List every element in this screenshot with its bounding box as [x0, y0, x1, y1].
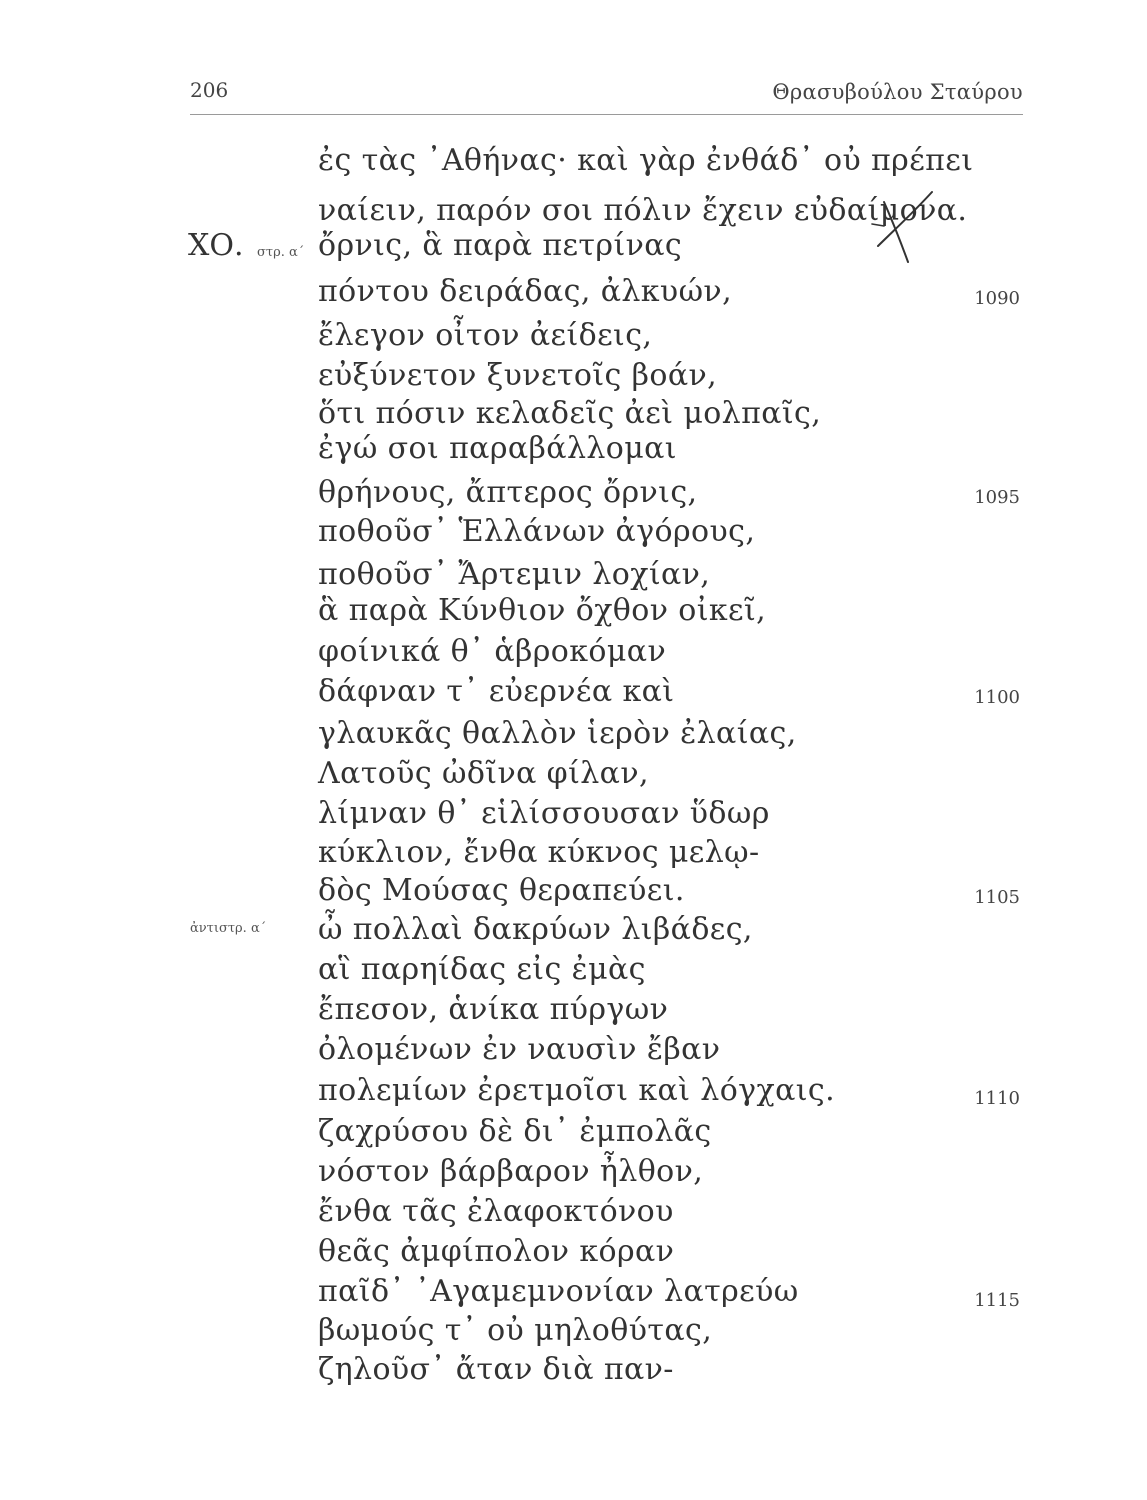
verse-line: ἐς τὰς ᾿Αθήνας· καὶ γὰρ ἐνθάδ᾿ οὐ πρέπει: [318, 143, 974, 178]
verse-line: ὦ πολλαὶ δακρύων λιβάδες,: [318, 912, 753, 947]
verse-line: δάφναν τ᾿ εὐερνέα καὶ: [318, 674, 675, 709]
verse-line: γλαυκᾶς θαλλὸν ἱερὸν ἐλαίας,: [318, 716, 797, 751]
speaker-label: ΧΟ.: [188, 228, 244, 263]
verse-line: ἔνθα τᾶς ἐλαφοκτόνου: [318, 1194, 674, 1229]
verse-line: παῖδ᾿ ᾿Αγαμεμνονίαν λατρεύω: [318, 1274, 799, 1309]
verse-line: ὀλομένων ἐν ναυσὶν ἔβαν: [318, 1032, 721, 1067]
verse-line: βωμούς τ᾿ οὐ μηλοθύτας,: [318, 1313, 713, 1348]
verse-line: φοίνικά θ᾿ ἁβροκόμαν: [318, 634, 667, 669]
verse-line: ὄρνις, ἃ παρὰ πετρίνας: [318, 228, 683, 263]
running-head: Θρασυβούλου Σταύρου: [772, 80, 1023, 104]
line-number: 1095: [974, 487, 1020, 508]
verse-line: θεᾶς ἀμφίπολον κόραν: [318, 1234, 675, 1269]
verse-line: Λατοῦς ὠδῖνα φίλαν,: [318, 756, 649, 791]
strophe-label: στρ. α΄: [257, 245, 305, 260]
verse-line: νόστον βάρβαρον ἦλθον,: [318, 1154, 704, 1189]
verse-line: ποθοῦσ᾿ Ἑλλάνων ἀγόρους,: [318, 514, 756, 549]
handwritten-x-mark-icon: [870, 188, 940, 266]
verse-line: ναίειν, παρόν σοι πόλιν ἔχειν εὐδαίμονα.: [318, 193, 968, 228]
antistrophe-label: ἀντιστρ. α΄: [190, 921, 267, 936]
verse-line: πόντου δειράδας, ἀλκυών,: [318, 274, 732, 309]
page-header: [190, 74, 1023, 115]
verse-line: ἔλεγον οἶτον ἀείδεις,: [318, 318, 653, 353]
verse-line: ποθοῦσ᾿ Ἄρτεμιν λοχίαν,: [318, 557, 711, 592]
line-number: 1105: [974, 887, 1020, 908]
verse-line: κύκλιον, ἔνθα κύκνος μελῳ-: [318, 835, 760, 870]
verse-line: ὅτι πόσιν κελαδεῖς ἀεὶ μολπαῖς,: [318, 396, 822, 431]
verse-line: ἃ παρὰ Κύνθιον ὄχθον οἰκεῖ,: [318, 593, 767, 628]
verse-line: ζαχρύσου δὲ δι᾿ ἐμπολᾶς: [318, 1114, 712, 1149]
verse-line: δὸς Μούσας θεραπεύει.: [318, 873, 685, 908]
verse-line: ζηλοῦσ᾿ ἄταν διὰ παν-: [318, 1352, 674, 1387]
verse-line: εὐξύνετον ξυνετοῖς βοάν,: [318, 358, 718, 393]
verse-line: θρήνους, ἄπτερος ὄρνις,: [318, 475, 698, 510]
line-number: 1110: [974, 1088, 1020, 1109]
verse-line: ἔπεσον, ἁνίκα πύργων: [318, 992, 669, 1027]
verse-line: πολεμίων ἐρετμοῖσι καὶ λόγχαις.: [318, 1073, 836, 1108]
verse-line: ἐγώ σοι παραβάλλομαι: [318, 431, 677, 466]
line-number: 1115: [974, 1290, 1020, 1311]
verse-line: λίμναν θ᾿ εἱλίσσουσαν ὕδωρ: [318, 796, 770, 831]
verse-line: αἳ παρηίδας εἰς ἐμὰς: [318, 952, 646, 987]
line-number: 1100: [974, 687, 1020, 708]
page-number: 206: [190, 78, 229, 102]
line-number: 1090: [974, 288, 1020, 309]
